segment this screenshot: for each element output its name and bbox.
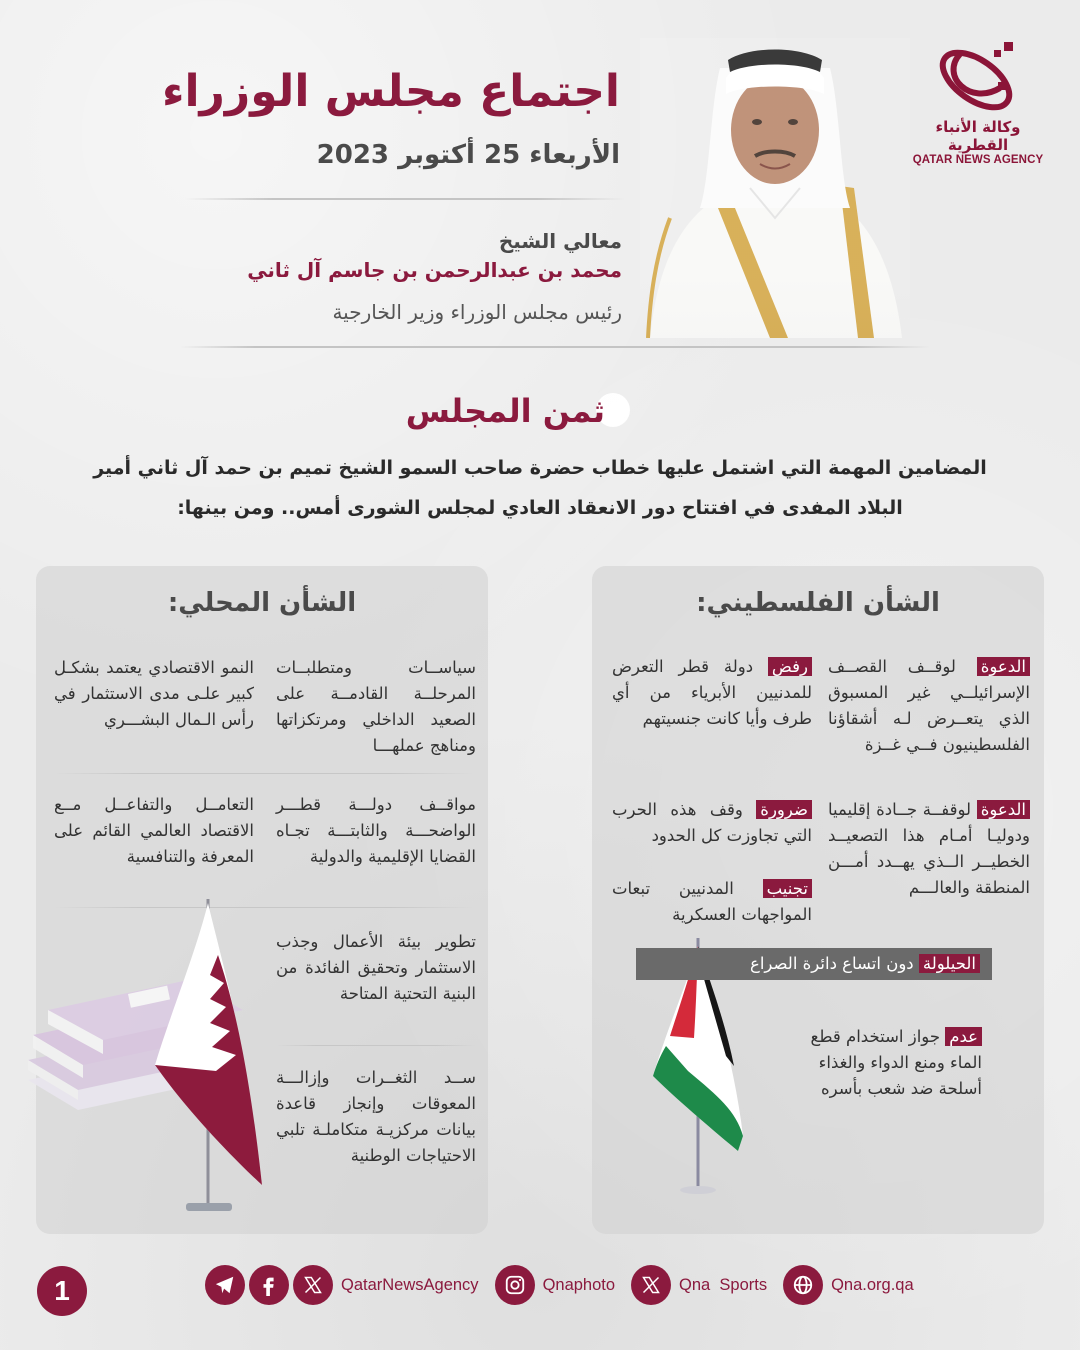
x-sports-handle-label[interactable]: Qna Sports [679, 1275, 768, 1294]
qna-logo [908, 36, 1048, 166]
page-title: اجتماع مجلس الوزراء [161, 66, 620, 117]
intro-paragraph [80, 448, 1000, 528]
local-item: التعامــل والتفاعــل مــع الاقتصاد العالمي القائم على المعرفة والتنافسية [54, 795, 254, 866]
palestinian-item: الدعوة لوقفــة جــادة إقليميا ودوليـا أمـام هذا التصعيــد الخطيــر الــذي يهــدد أمـــن المنطقة والعالـــم [828, 800, 1030, 897]
instagram-icon[interactable] [495, 1265, 535, 1305]
palestinian-item: ضرورة وقف هذه الحرب التي تجاوزت كل الحدود [612, 800, 812, 845]
highlight-keyword: الدعوة [977, 657, 1030, 676]
local-heading: الشأن المحلي: [167, 588, 357, 618]
highlight-keyword: تجنيب [763, 879, 812, 898]
logo-english-name: QATAR NEWS AGENCY [912, 154, 1044, 166]
highlight-keyword: عدم [945, 1027, 982, 1046]
x-icon[interactable] [293, 1265, 333, 1305]
intro-line-2: البلاد المفدى في افتتاح دور الانعقاد العادي لمجلس الشورى أمس.. ومن بينها: [177, 497, 903, 519]
qatar-flag [150, 895, 270, 1220]
page-number: 1 [37, 1266, 87, 1316]
portrait-photo [640, 38, 910, 338]
local-item: مواقــف دولـــة قطـــر الواضحـــة والثابتـــة تجـاه القضايا الإقليمية والدولية [276, 795, 476, 866]
palestinian-item: تجنيب المدنيين تبعات المواجهات العسكرية [612, 879, 812, 924]
instagram-handle-label[interactable]: Qnaphoto [542, 1275, 616, 1294]
qna-emblem-icon [930, 36, 1026, 116]
palestinian-item: رفض دولة قطر التعرض للمدنيين الأبرياء من أي طرف وأيا كانت جنسيتهم [612, 657, 812, 728]
intro-line-1: المضامين المهمة التي اشتمل عليها خطاب حضرة صاحب السمو الشيخ تميم بن حمد آل ثاني أمير [93, 457, 987, 479]
palestinian-item: عدم جواز استخدام قطع الماء ومنع الدواء والغذاء أسلحة ضد شعب بأسره [810, 1027, 982, 1098]
palestinian-heading: الشأن الفلسطيني: [696, 588, 940, 618]
person-name: محمد بن عبدالرحمن بن جاسم آل ثاني [247, 258, 622, 282]
local-item: النمو الاقتصادي يعتمد بشكـل كبير علـى مدى الاستثمار في رأس الـمال البشـــري [54, 658, 254, 729]
palestinian-item-banner: الحيلولة دون اتساع دائرة الصراع [636, 948, 992, 980]
local-item: سياســات ومتطلبــات المرحلــة القادمــة على الصعيد الداخلي ومرتكزاتها ومناهج عملهـــا [276, 658, 476, 755]
social-links [205, 1264, 930, 1306]
divider [54, 773, 474, 774]
highlight-keyword: الحيلولة [919, 954, 980, 973]
section-title: ثمن المجلس [405, 392, 605, 430]
highlight-keyword: الدعوة [977, 800, 1030, 819]
palestinian-item: الدعوة لوقــف القصــف الإسرائيلــي غير المسبوق الذي يتعــرض لـه أشقاؤنا الفلسطينيون فــي غــزة [828, 657, 1030, 754]
website-label[interactable]: Qna.org.qa [831, 1275, 914, 1294]
local-item: تطوير بيئة الأعمال وجذب الاستثمار وتحقيق الفائدة من البنية التحتية المتاحة [276, 932, 476, 1003]
person-position: رئيس مجلس الوزراء وزير الخارجية [332, 300, 622, 324]
facebook-icon[interactable] [249, 1265, 289, 1305]
meeting-date: الأربعاء 25 أكتوبر 2023 [316, 140, 620, 170]
x-handle-label[interactable]: QatarNewsAgency [341, 1275, 479, 1294]
local-item: ســد الثغــرات وإزالـــة المعوقات وإنجاز قاعدة بيانات مركزيـة متكاملـة تلبي الاحتياجات الوطنية [276, 1068, 476, 1165]
divider [276, 1045, 476, 1046]
highlight-keyword: ضرورة [756, 800, 812, 819]
logo-arabic-name: وكالة الأنباء القطرية [935, 118, 1021, 154]
person-honorific: معالي الشيخ [498, 229, 622, 253]
globe-icon[interactable] [783, 1265, 823, 1305]
x-icon[interactable] [631, 1265, 671, 1305]
divider [185, 198, 625, 200]
highlight-keyword: رفض [768, 657, 812, 676]
telegram-icon[interactable] [205, 1265, 245, 1305]
divider [180, 346, 930, 348]
